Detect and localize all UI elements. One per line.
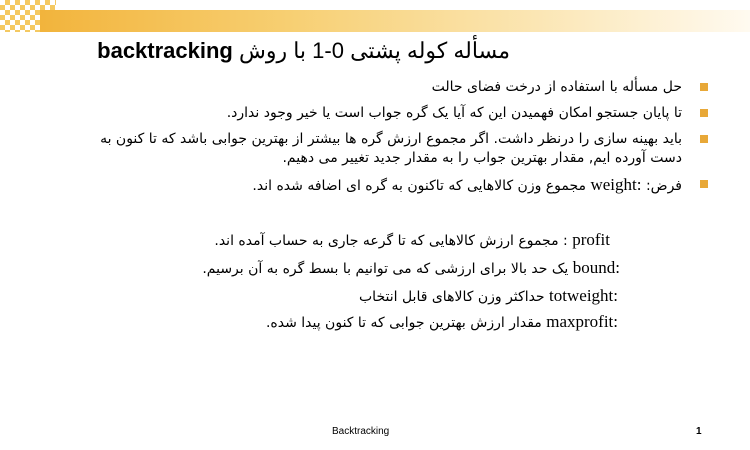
- header-gradient-bar: [40, 10, 750, 32]
- bullet-square-icon: [700, 109, 708, 117]
- definition-row: [359, 286, 618, 306]
- slide-title-en: backtracking: [97, 38, 233, 63]
- footer-label: Backtracking: [332, 426, 390, 437]
- definition-row: [214, 230, 610, 250]
- definition-term: profit: [572, 230, 610, 249]
- definition-term: totweight:: [549, 286, 618, 305]
- bullet-text: فرض:: [645, 178, 682, 194]
- slide-title: [97, 38, 510, 64]
- bullet-text: باید بهینه سازی را درنظر داشت. اگر مجموع ارزش گره ها بیشتر از بهترین جوابی باشد که تا کنون به دست آورده ایم, مقدار بهترین جواب را به مقدار جدید تغییر می دهیم.: [100, 131, 682, 166]
- bullet-square-icon: [700, 135, 708, 143]
- bullet-text: حل مسأله با استفاده از درخت فضای حالت: [431, 79, 682, 95]
- bullet-list: [70, 78, 710, 203]
- definition-term: maxprofit:: [546, 312, 618, 331]
- bullet-item: [70, 175, 710, 196]
- definition-text: : مجموع ارزش کالاهایی که تا گرعه جاری به حساب آمده اند.: [214, 233, 568, 249]
- page-number: 1: [696, 426, 702, 437]
- bullet-item: [70, 104, 710, 123]
- bullet-item: [70, 130, 710, 168]
- definition-text: حداکثر وزن کالاهای قابل انتخاب: [359, 289, 545, 305]
- definition-text: مقدار ارزش بهترین جوابی که تا کنون پیدا شده.: [265, 315, 542, 331]
- definition-row: [266, 312, 618, 332]
- bullet-item: [70, 78, 710, 97]
- bullet-square-icon: [700, 180, 708, 188]
- definition-text: مجموع وزن کالاهایی که تاکنون به گره ای اضافه شده اند.: [252, 178, 587, 194]
- bullet-square-icon: [700, 83, 708, 91]
- definition-term: weight:: [590, 175, 642, 194]
- slide-title-fa: مسأله کوله پشتی 0-1 با روش: [239, 38, 510, 63]
- bullet-text: تا پایان جستجو امکان فهمیدن این که آیا یک گره جواب است یا خیر وجود ندارد.: [226, 105, 682, 121]
- definition-row: [202, 258, 620, 278]
- definition-term: bound:: [572, 258, 620, 277]
- definition-text: یک حد بالا برای ارزشی که می توانیم با بسط گره به آن برسیم.: [202, 261, 569, 277]
